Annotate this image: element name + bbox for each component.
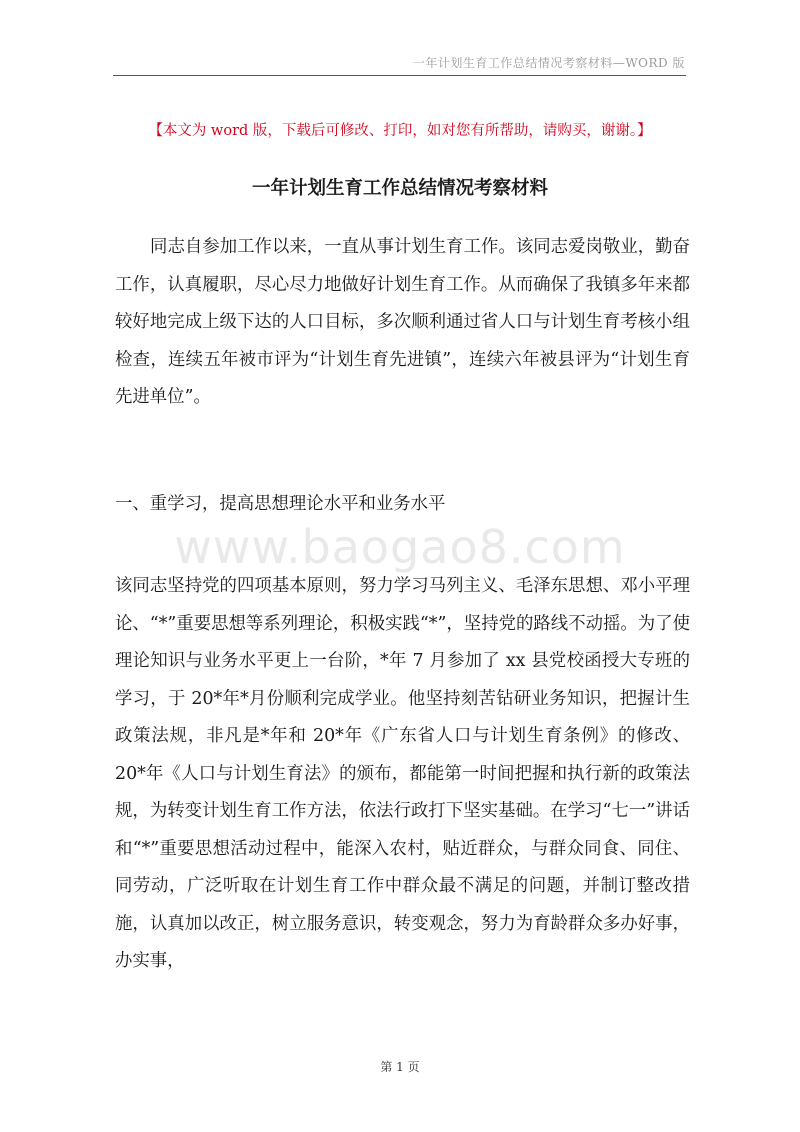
- intro-paragraph: [115, 229, 690, 417]
- header-divider: [113, 75, 686, 76]
- watermark: www.baogao8.com: [174, 520, 626, 574]
- section-heading: 一、重学习，提高思想理论水平和业务水平: [115, 494, 446, 514]
- intro-paragraph-text: 同志自参加工作以来，一直从事计划生育工作。该同志爱岗敬业，勤奋工作，认真履职，尽心尽力地做好计划生育工作。从而确保了我镇多年来都较好地完成上级下达的人口目标，多次顺利通过省人口与计划生育考核小组检查，连续五年被市评为“计划生育先进镇”，连续六年被县评为“计划生育先进单位”。: [115, 237, 690, 407]
- section-paragraph: 该同志坚持党的四项基本原则，努力学习马列主义、毛泽东思想、邓小平理论、“*”重要思想等系列理论，积极实践“*”，坚持党的路线不动摇。为了使理论知识与业务水平更上一台阶，*年 7 月参加了 xx 县党校函授大专班的学习，于 20*年*月份顺利完成学业。他坚持刻苦钻研业务知识，把握计生政策法规，非凡是*年和 20*年《广东省人口与计划生育条例》的修改、20*年《人口与计划生育法》的颁布，都能第一时间把握和执行新的政策法规，为转变计划生育工作方法，依法行政打下坚实基础。在学习“七一”讲话和“*”重要思想活动过程中，能深入农村，贴近群众，与群众同食、同住、同劳动，广泛听取在计划生育工作中群众最不满足的问题，并制订整改措施，认真加以改正，树立服务意识，转变观念，努力为育龄群众多办好事，办实事，: [115, 576, 690, 971]
- download-notice: 【本文为 word 版，下载后可修改、打印，如对您有所帮助，请购买，谢谢。】: [148, 123, 652, 139]
- page-number: 第 1 页: [380, 1060, 420, 1074]
- running-header: 一年计划生育工作总结情况考察材料—WORD 版: [412, 56, 685, 70]
- document-title: 一年计划生育工作总结情况考察材料: [251, 178, 548, 199]
